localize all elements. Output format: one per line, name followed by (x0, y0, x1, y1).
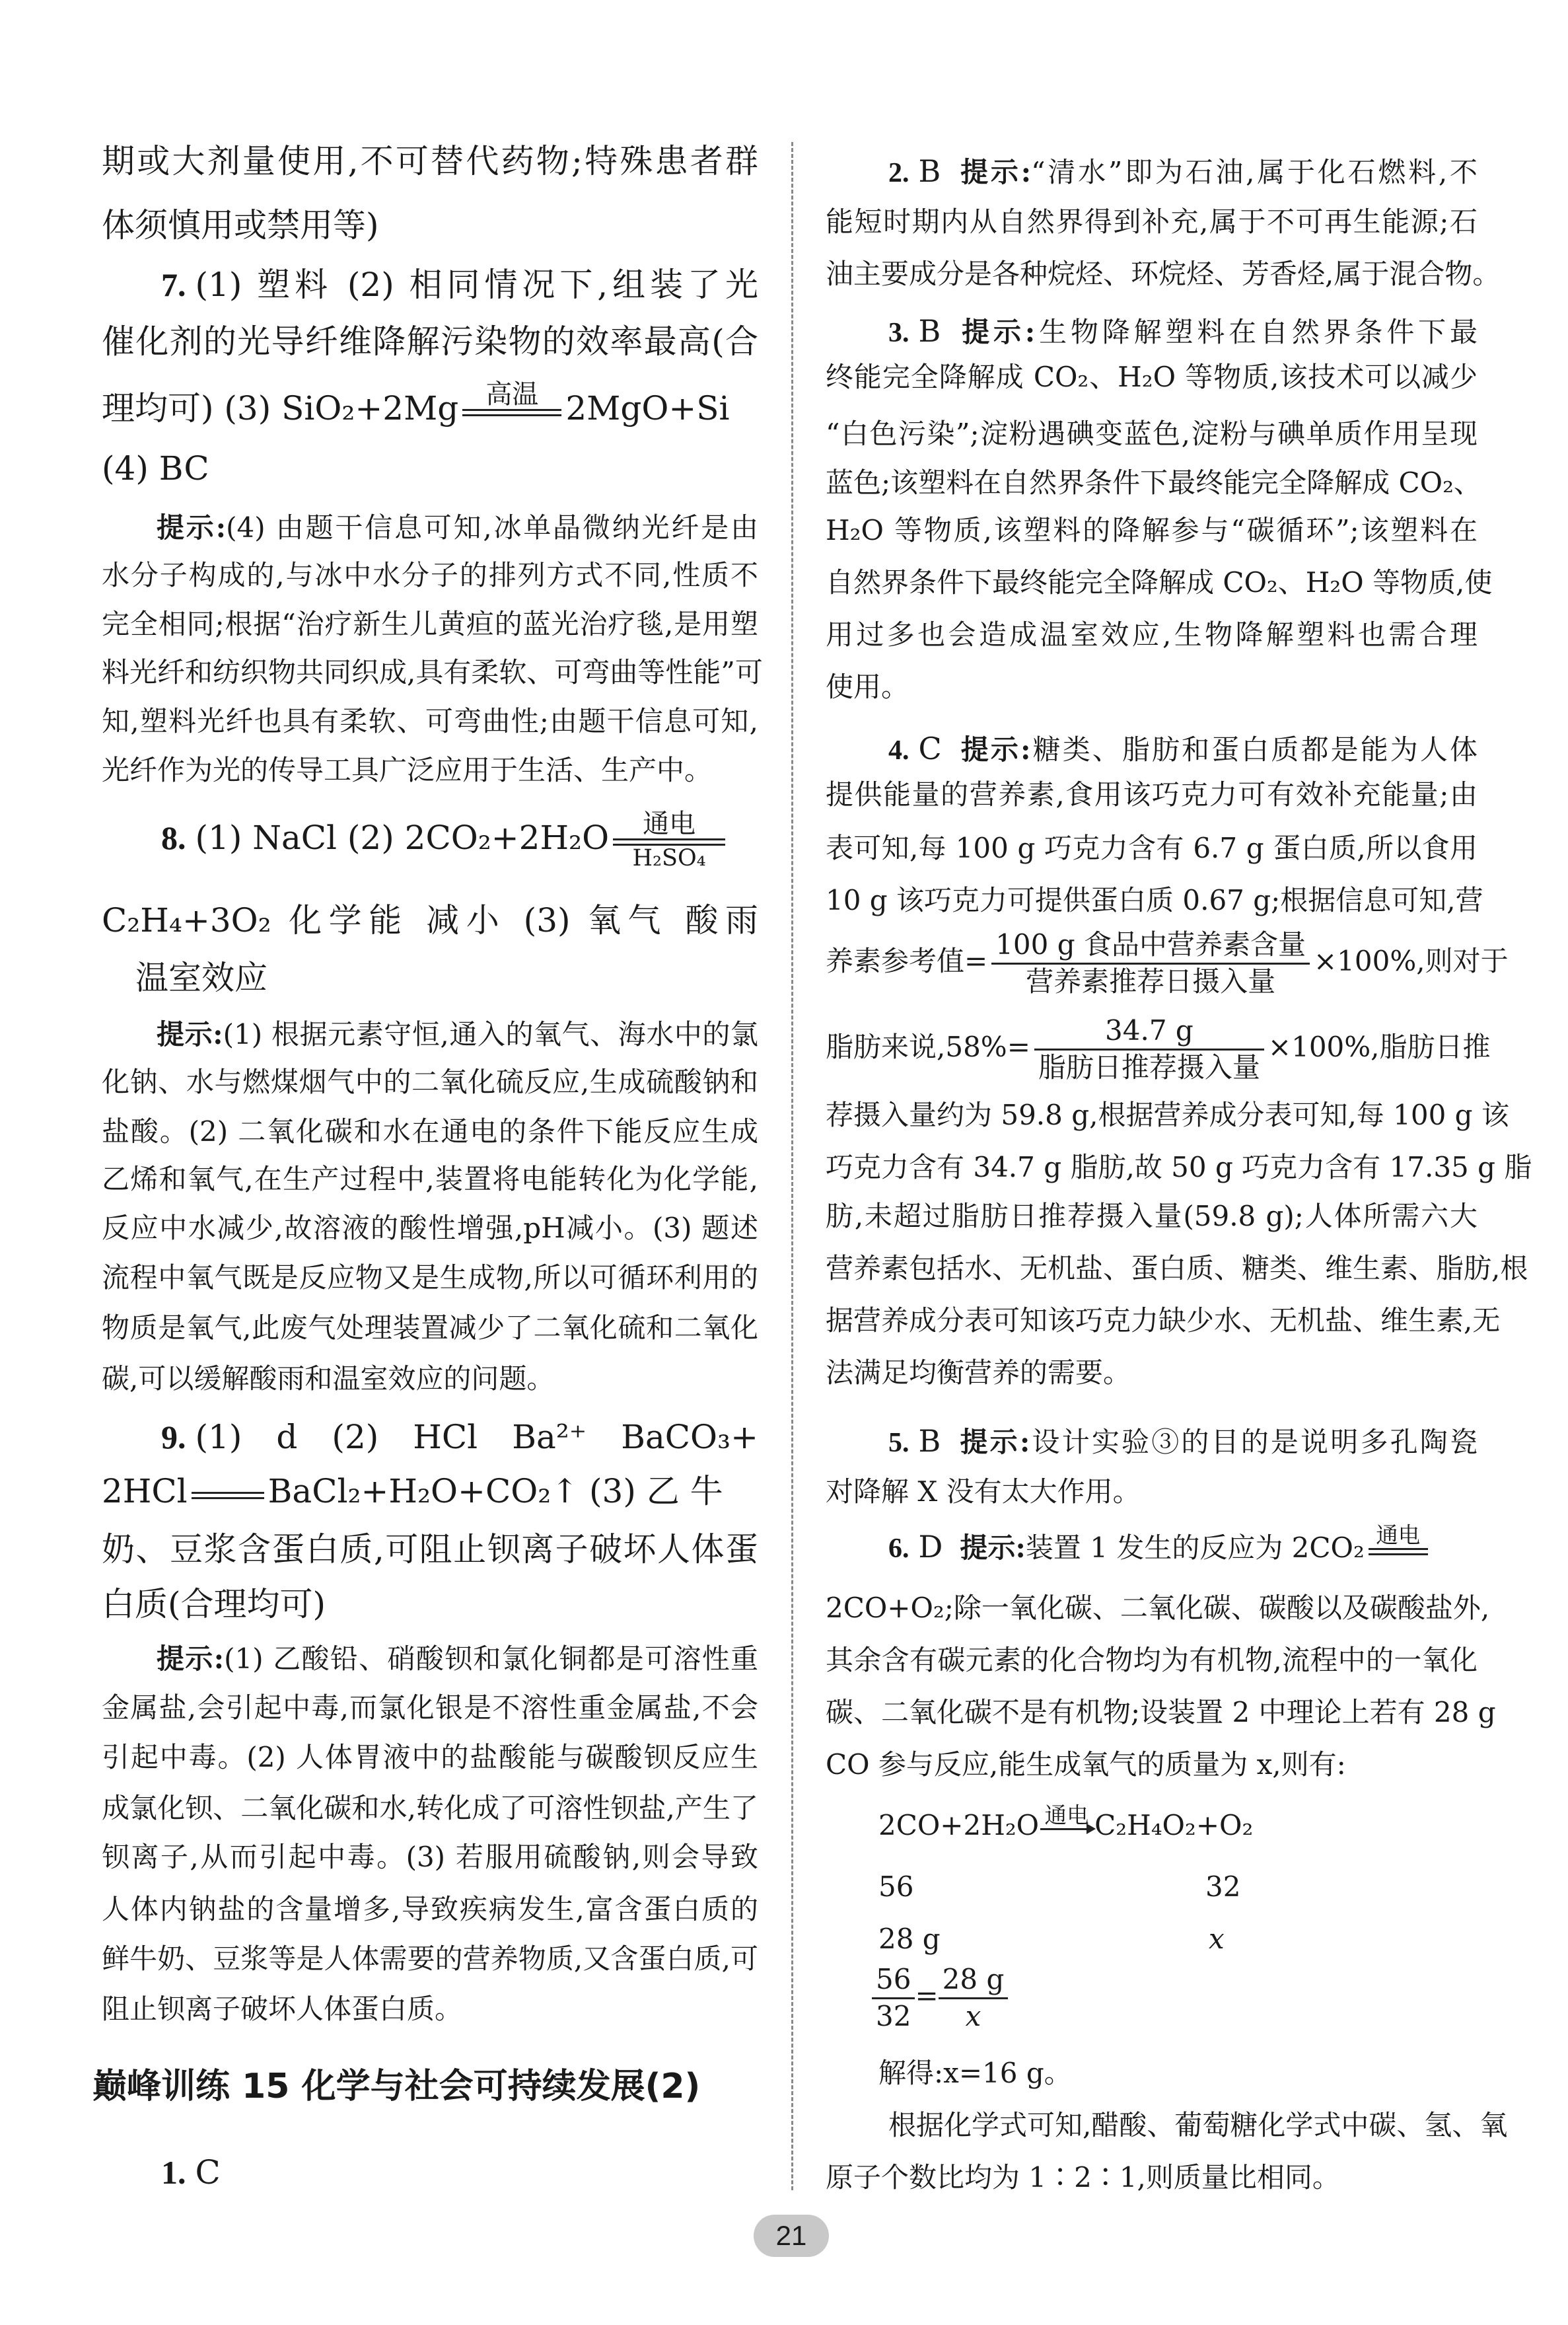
hint-line: 鲜牛奶、豆浆等是人体需要的营养物质,又含蛋白质,可 (102, 1942, 758, 1975)
hint-text: (4) 由题干信息可知,冰单晶微纳光纤是由 (226, 511, 758, 544)
denominator: x (965, 1999, 981, 2032)
hint-line: 法满足均衡营养的需要。 (826, 1356, 1131, 1389)
numerator: 28 g (939, 1962, 1009, 1999)
text-line: (4) BC (102, 449, 209, 488)
hint-line: 10 g 该巧克力可提供蛋白质 0.67 g;根据信息可知,营 (826, 884, 1483, 916)
hint-line: 自然界条件下最终能完全降解成 CO₂、H₂O 等物质,使 (826, 566, 1493, 599)
reaction-condition (613, 809, 725, 871)
equation-line (102, 1463, 758, 1525)
answer-9 (161, 1417, 758, 1457)
hint-label: 提示: (157, 511, 227, 544)
hint-line: 乙烯和氧气,在生产过程中,装置将电能转化为化学能, (102, 1163, 758, 1195)
hint-line: 根据化学式可知,醋酸、葡萄糖化学式中碳、氢、氧 (888, 2109, 1508, 2141)
text-line: 温室效应 (135, 959, 267, 997)
answer-text: C (195, 2153, 221, 2192)
equation-right: BaCl₂+H₂O+CO₂↑ (3) 乙 牛 (267, 1471, 723, 1510)
formula-line (826, 928, 1509, 999)
question-number: 7. (161, 266, 186, 303)
question-number: 6. (888, 1533, 909, 1565)
page-number: 21 (754, 2215, 829, 2257)
answer-2 (888, 153, 1478, 190)
section-title: 巅峰训练 15 化学与社会可持续发展(2) (92, 2067, 701, 2106)
hint-label: 提示: (157, 1018, 223, 1051)
molar-mass: 32 (1205, 1870, 1241, 1903)
denominator: 32 (876, 1999, 911, 2032)
molar-mass: 56 (878, 1870, 914, 1903)
hint-line: 营养素包括水、无机盐、蛋白质、糖类、维生素、脂肪,根 (826, 1252, 1528, 1284)
formula-suffix: ×100%,脂肪日推 (1267, 1031, 1491, 1063)
hint-line: 巧克力含有 34.7 g 脂肪,故 50 g 巧克力含有 17.35 g 脂 (826, 1151, 1532, 1183)
condition-label: 通电 (1044, 1802, 1089, 1828)
hint-line: 蓝色;该塑料在自然界条件下最终能完全降解成 CO₂、 (826, 466, 1481, 499)
hint-line: 人体内钠盐的含量增多,导致疾病发生,富含蛋白质的 (102, 1893, 758, 1925)
hint-line: 表可知,每 100 g 巧克力含有 6.7 g 蛋白质,所以食用 (826, 832, 1478, 864)
answer-1 (161, 2153, 758, 2192)
condition-bottom: H₂SO₄ (632, 845, 706, 871)
hint-line: 原子个数比均为 1∶2∶1,则质量比相同。 (826, 2161, 1340, 2194)
hint-line: 荐摄入量约为 59.8 g,根据营养成分表可知,每 100 g 该 (826, 1099, 1509, 1131)
arrow-icon (1040, 1828, 1093, 1830)
numerator: 100 g 食品中营养素含量 (991, 928, 1310, 965)
answer-text: (1) d (2) HCl Ba²⁺ BaCO₃+ (195, 1418, 758, 1456)
hint-text: (1) 乙酸铅、硝酸钡和氯化铜都是可溶性重 (224, 1642, 758, 1675)
answer-letter: B (918, 1423, 941, 1459)
numerator: 56 (872, 1962, 915, 1999)
answer-7 (161, 265, 758, 305)
hint-line (157, 1018, 758, 1051)
hint-line: 对降解 X 没有太大作用。 (826, 1475, 1141, 1508)
hint-line: 能短时期内从自然界得到补充,属于不可再生能源;石 (826, 205, 1478, 238)
hint-label: 提示: (958, 316, 1036, 348)
hint-line: 引起中毒。(2) 人体胃液中的盐酸能与碳酸钡反应生 (102, 1741, 758, 1773)
question-number: 9. (161, 1419, 186, 1456)
answer-4 (888, 731, 1478, 767)
hint-line: 阻止钡离子破坏人体蛋白质。 (102, 1993, 463, 2025)
equation-right: C₂H₄O₂+O₂ (1094, 1809, 1254, 1842)
question-number: 3. (888, 318, 909, 348)
hint-line: 化钠、水与燃煤烟气中的二氧化硫反应,生成硫酸钠和 (102, 1066, 758, 1098)
hint-line: 完全相同;根据“治疗新生儿黄疸的蓝光治疗毯,是用塑 (102, 608, 758, 640)
hint-line: 使用。 (826, 671, 909, 703)
equation-left: 2CO+2H₂O (878, 1809, 1040, 1842)
answer-3 (888, 313, 1478, 350)
ratio-equation: $\frac{56}{32}$ = $\frac{28 g}{x}$ (872, 1962, 1008, 2034)
hint-text: 装置 1 发生的反应为 2CO₂ (1025, 1532, 1365, 1565)
hint-text: 设计实验③的目的是说明多孔陶瓷 (1030, 1426, 1478, 1458)
reaction-arrow (1040, 1804, 1093, 1851)
hint-line: 油主要成分是各种烷烃、环烷烃、芳香烃,属于混合物。 (826, 258, 1501, 290)
hint-text: 糖类、脂肪和蛋白质都是能为人体 (1030, 733, 1478, 766)
hint-line: 金属盐,会引起中毒,而氯化银是不溶性重金属盐,不会 (102, 1691, 758, 1724)
answer-letter: B (918, 313, 941, 349)
formula-line (826, 1014, 1491, 1085)
fraction (872, 1962, 915, 2034)
equation-right: 2MgO+Si (565, 388, 730, 427)
unknown-mass: x (1209, 1923, 1225, 1955)
hint-line: 肪,未超过脂肪日推荐摄入量(59.8 g);人体所需六大 (826, 1200, 1478, 1232)
equation-line (102, 380, 758, 442)
question-number: 8. (161, 819, 186, 856)
chemical-equation (878, 1804, 1253, 1851)
fraction (1034, 1014, 1264, 1085)
numerator: 34.7 g (1034, 1014, 1264, 1051)
condition-label: 高温 (485, 379, 539, 410)
hint-line: 钡离子,从而引起中毒。(3) 若服用硫酸钠,则会导致 (102, 1841, 758, 1873)
hint-line: 光纤作为光的传导工具广泛应用于生活、生产中。 (102, 754, 713, 786)
text-line: 白质(合理均可) (102, 1585, 326, 1623)
hint-line: 盐酸。(2) 二氧化碳和水在通电的条件下能反应生成 (102, 1115, 758, 1148)
hint-line: 用过多也会造成温室效应,生物降解塑料也需合理 (826, 618, 1478, 651)
column-divider (791, 142, 793, 2190)
hint-line: 成氯化钡、二氧化碳和水,转化成了可溶性钡盐,产生了 (102, 1792, 758, 1824)
hint-label: 提示: (960, 1532, 1026, 1565)
answer-text: (1) 塑料 (2) 相同情况下,组装了光 (195, 266, 758, 304)
reaction-condition (1369, 1524, 1428, 1576)
hint-line: 碳、二氧化碳不是有机物;设装置 2 中理论上若有 28 g (826, 1696, 1496, 1728)
formula-prefix: 脂肪来说,58%= (826, 1031, 1030, 1063)
question-number: 4. (888, 735, 909, 766)
fraction (939, 1962, 1009, 2034)
hint-line: 其余含有碳元素的化合物均为有机物,流程中的一氧化 (826, 1644, 1478, 1676)
hint-line (157, 1642, 758, 1676)
hint-text: 生物降解塑料在自然界条件下最 (1035, 316, 1478, 348)
answer-6 (888, 1524, 1478, 1576)
question-number: 2. (888, 158, 909, 188)
answer-letter: D (918, 1529, 943, 1565)
fraction (991, 928, 1310, 999)
question-number: 5. (888, 1428, 909, 1458)
hint-line: 提供能量的营养素,食用该巧克力可有效补充能量;由 (826, 778, 1478, 811)
hint-line: 水分子构成的,与冰中水分子的排列方式不同,性质不 (102, 559, 758, 591)
hint-line: 终能完全降解成 CO₂、H₂O 等物质,该技术可以减少 (826, 361, 1478, 393)
question-number: 1. (161, 2154, 186, 2191)
answer-8 (161, 809, 758, 871)
given-mass: 28 g (878, 1923, 941, 1955)
formula-suffix: ×100%,则对于 (1313, 945, 1509, 977)
reaction-condition (462, 380, 561, 442)
solution-line: 解得:x=16 g。 (878, 2057, 1072, 2089)
condition-top: 通电 (643, 809, 696, 839)
hint-label: 提示: (157, 1642, 225, 1675)
hint-line: CO 参与反应,能生成氧气的质量为 x,则有: (826, 1748, 1346, 1781)
hint-line: “白色污染”;淀粉遇碘变蓝色,淀粉与碘单质作用呈现 (826, 418, 1478, 450)
hint-line: 知,塑料光纤也具有柔软、可弯曲性;由题干信息可知, (102, 705, 758, 737)
hint-label: 提示: (958, 156, 1032, 188)
text-line: 体须慎用或禁用等) (102, 206, 379, 244)
denominator: 营养素推荐日摄入量 (1026, 965, 1276, 998)
hint-label: 提示: (958, 1426, 1030, 1458)
equation-left: 理均可) (3) SiO₂+2Mg (102, 388, 459, 427)
hint-line (157, 511, 758, 544)
text-line: 期或大剂量使用,不可替代药物;特殊患者群 (102, 142, 758, 180)
equation-left: 2HCl (102, 1471, 188, 1510)
answer-letter: B (918, 153, 941, 189)
hint-line: 据营养成分表可知该巧克力缺少水、无机盐、维生素,无 (826, 1304, 1501, 1337)
condition-label: 通电 (1376, 1522, 1421, 1548)
formula-prefix: 养素参考值= (826, 945, 988, 977)
denominator: 脂肪日推荐摄入量 (1038, 1051, 1260, 1084)
text-line: 催化剂的光导纤维降解污染物的效率最高(合 (102, 322, 758, 361)
hint-line: H₂O 等物质,该塑料的降解参与“碳循环”;该塑料在 (826, 514, 1478, 546)
hint-label: 提示: (958, 733, 1031, 766)
hint-line: 物质是氧气,此废气处理装置减少了二氧化硫和二氧化 (102, 1311, 758, 1344)
answer-letter: C (918, 731, 942, 766)
hint-text: “清水”即为石油,属于化石燃料,不 (1031, 156, 1478, 188)
answer-5 (888, 1423, 1478, 1459)
equation-left: (1) NaCl (2) 2CO₂+2H₂O (195, 818, 610, 857)
hint-line: 反应中水减少,故溶液的酸性增强,pH减小。(3) 题述 (102, 1212, 758, 1244)
text-line: 奶、豆浆含蛋白质,可阻止钡离子破坏人体蛋 (102, 1530, 758, 1568)
hint-text: (1) 根据元素守恒,通入的氧气、海水中的氯 (223, 1018, 758, 1051)
hint-line: 2CO+O₂;除一氧化碳、二氧化碳、碳酸以及碳酸盐外, (826, 1592, 1490, 1624)
hint-line: 流程中氧气既是反应物又是生成物,所以可循环利用的 (102, 1261, 758, 1294)
text-line: C₂H₄+3O₂ 化学能 减小 (3) 氧气 酸雨 (102, 901, 758, 940)
equals-sign (192, 1463, 264, 1525)
hint-line: 碳,可以缓解酸雨和温室效应的问题。 (102, 1362, 555, 1395)
hint-line: 料光纤和纺织物共同织成,具有柔软、可弯曲等性能”可 (102, 656, 763, 688)
